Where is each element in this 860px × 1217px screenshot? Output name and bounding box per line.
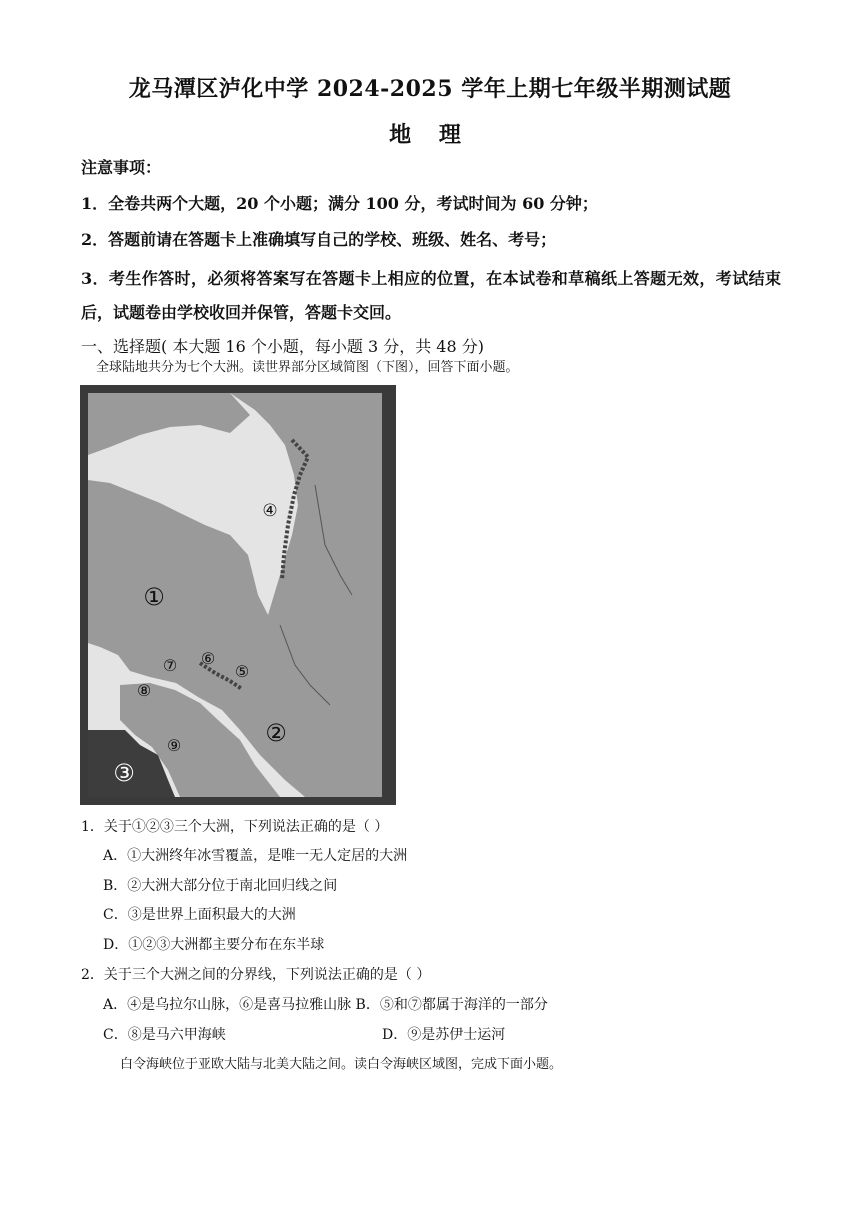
question-1-option-b: B．②大洲大部分位于南北回归线之间 [103,878,338,894]
map-label-3: ③ [113,759,135,787]
next-question-intro: 白令海峡位于亚欧大陆与北美大陆之间。读白令海峡区域图，完成下面小题。 [120,1057,563,1072]
map-label-1: ① [143,583,165,611]
subject-title: 地 理 [389,122,471,148]
question-intro: 全球陆地共分为七个大洲。读世界部分区域简图（下图），回答下面小题。 [96,360,519,375]
exam-title: 龙马潭区泸化中学 2024-2025 学年上期七年级半期测试题 [128,76,732,102]
question-1-stem: 1．关于①②③三个大洲，下列说法正确的是（ ） [81,819,389,835]
map-label-5: ⑤ [234,662,250,681]
note-item: 1．全卷共两个大题，20 个小题；满分 100 分，考试时间为 60 分钟； [81,194,598,213]
map-label-4: ④ [262,501,278,521]
map-label-8: ⑧ [136,681,152,700]
map-label-6: ⑥ [200,649,216,668]
note-item: 2．答题前请在答题卡上准确填写自己的学校、班级、姓名、考号； [81,230,557,249]
question-1-option-c: C．③是世界上面积最大的大洲 [103,907,296,923]
notes-heading: 注意事项： [81,158,162,177]
map-label-2: ② [265,719,287,747]
question-2-option-ab: A．④是乌拉尔山脉，⑥是喜马拉雅山脉 B．⑤和⑦都属于海洋的一部分 [103,997,548,1013]
question-2-option-c: C．⑧是马六甲海峡 [103,1027,226,1043]
question-1-option-a: A．①大洲终年冰雪覆盖，是唯一无人定居的大洲 [103,848,408,864]
question-1-option-d: D．①②③大洲都主要分布在东半球 [103,937,325,953]
world-region-map [80,385,396,805]
map-label-9: ⑨ [166,736,182,755]
note-item: 3．考生作答时，必须将答案写在答题卡上相应的位置，在本试卷和草稿纸上答题无效，考试结束后，试题卷由学校收回并保管，答题卡交回。 [81,269,781,322]
map-label-7: ⑦ [162,656,178,675]
question-2-stem: 2．关于三个大洲之间的分界线，下列说法正确的是（ ） [81,967,431,983]
section-heading: 一、选择题( 本大题 16 个小题，每小题 3 分，共 48 分) [81,337,484,356]
question-2-option-d: D．⑨是苏伊士运河 [382,1027,506,1043]
